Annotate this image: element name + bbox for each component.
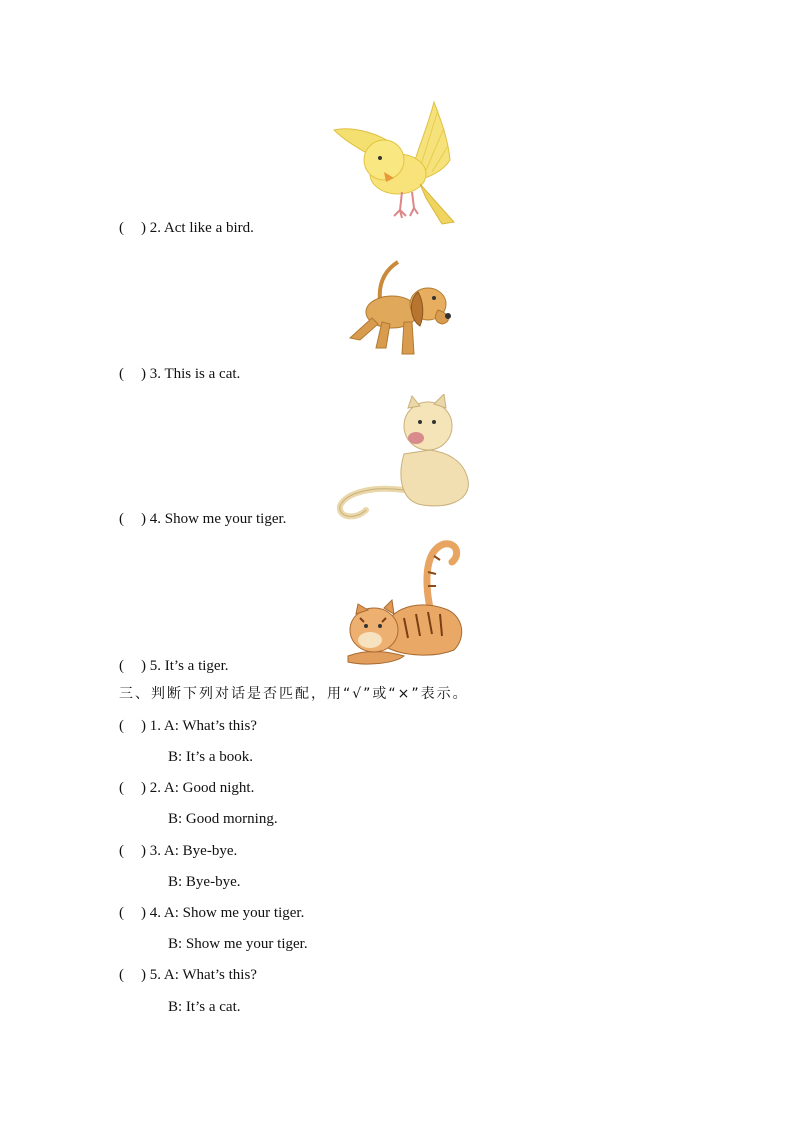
item-text: ) 2. Act like a bird. — [141, 220, 254, 236]
answer-blank: ( — [119, 220, 124, 236]
dialog-line-a: ) 1. A: What’s this? — [141, 718, 257, 734]
dialog-item-3-b: B: Bye-bye. — [168, 874, 241, 890]
dialog-item-3-a — [119, 842, 237, 860]
bird-picture — [330, 98, 460, 230]
dialog-item-1-a — [119, 717, 257, 735]
dialog-line-a: ) 2. A: Good night. — [141, 780, 255, 796]
item-text: ) 3. This is a cat. — [141, 366, 241, 382]
answer-blank: ( — [119, 366, 124, 382]
answer-blank: ( — [119, 905, 124, 921]
answer-blank: ( — [119, 511, 124, 527]
item-text: ) 4. Show me your tiger. — [141, 511, 287, 527]
dialog-item-5-b: B: It’s a cat. — [168, 999, 241, 1015]
cat-picture — [334, 394, 480, 524]
dialog-line-a: ) 3. A: Bye-bye. — [141, 843, 238, 859]
dialog-item-5-a — [119, 966, 257, 984]
dialog-line-a: ) 4. A: Show me your tiger. — [141, 905, 305, 921]
picture-item-2 — [119, 219, 254, 237]
dialog-item-2-b: B: Good morning. — [168, 811, 278, 827]
picture-item-4 — [119, 510, 286, 528]
picture-item-5 — [119, 657, 228, 675]
item-text: ) 5. It’s a tiger. — [141, 658, 229, 674]
tiger-picture — [344, 538, 470, 672]
section-heading: 三、判断下列对话是否匹配，用“√”或“×”表示。 — [119, 686, 469, 702]
answer-blank: ( — [119, 718, 124, 734]
dialog-item-4-b: B: Show me your tiger. — [168, 936, 308, 952]
dog-picture — [338, 260, 458, 360]
dialog-item-4-a — [119, 904, 304, 922]
dialog-item-1-b: B: It’s a book. — [168, 749, 253, 765]
answer-blank: ( — [119, 658, 124, 674]
dialog-line-a: ) 5. A: What’s this? — [141, 967, 257, 983]
answer-blank: ( — [119, 967, 124, 983]
answer-blank: ( — [119, 843, 124, 859]
dialog-item-2-a — [119, 779, 254, 797]
picture-item-3 — [119, 365, 240, 383]
answer-blank: ( — [119, 780, 124, 796]
